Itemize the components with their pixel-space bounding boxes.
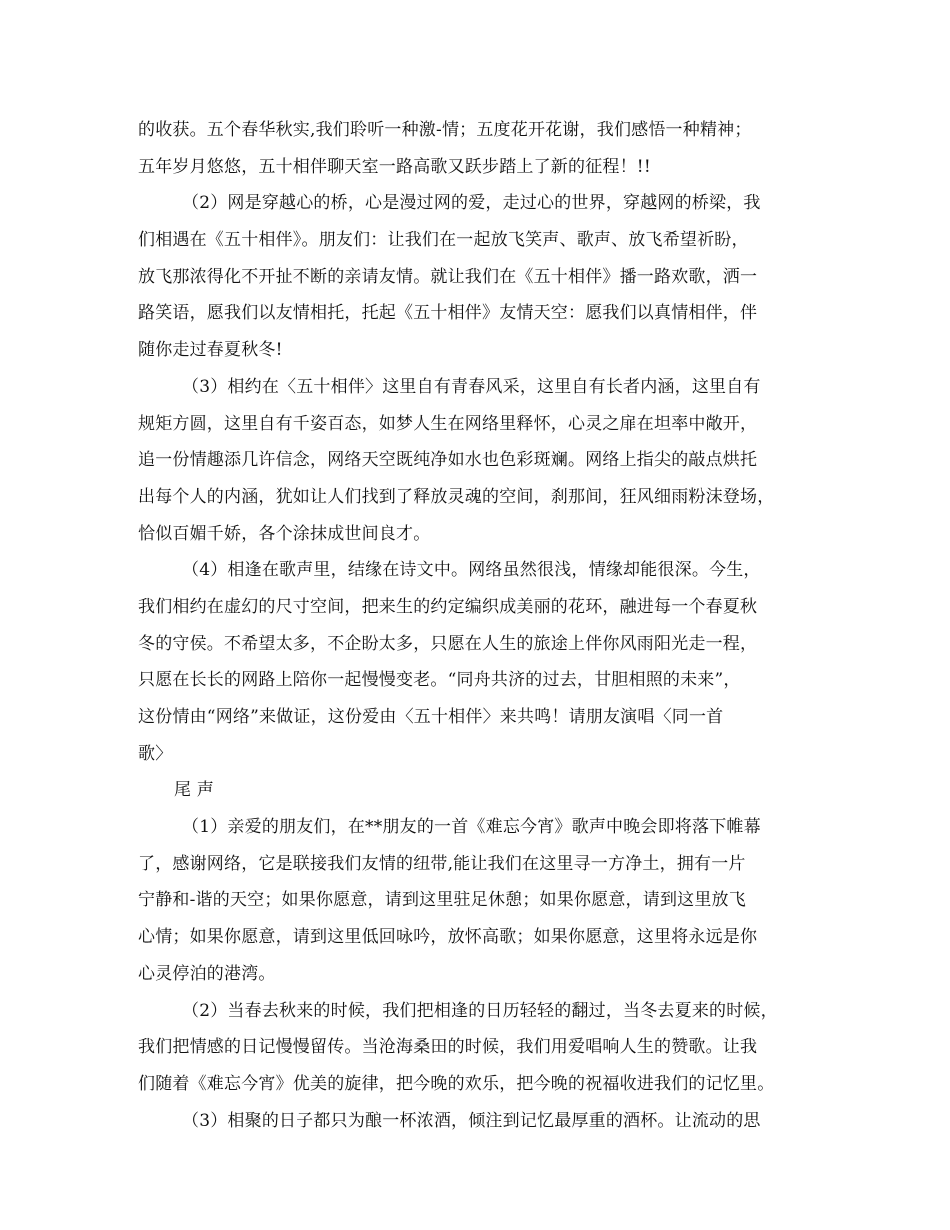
section-heading: 尾 声 — [174, 780, 215, 801]
paragraph-start-line: （3）相聚的日子都只为酿一杯浓酒，倾注到记忆最厚重的酒杯。让流动的思 — [182, 1110, 761, 1131]
text-line: 我们相约在虚幻的尺寸空间，把来生的约定编织成美丽的花环，融进每一个春夏秋 — [138, 596, 758, 617]
document-page — [138, 112, 814, 1139]
text-line: 五年岁月悠悠，五十相伴聊天室一路高歌又跃步踏上了新的征程！!! — [138, 156, 651, 177]
text-line: 的收获。五个春华秋实,我们聆听一种激-情；五度花开花谢，我们感悟一种精神； — [138, 120, 752, 140]
text-line: 恰似百媚千娇，各个涂抹成世间良才。 — [138, 523, 431, 544]
text-line: 路笑语，愿我们以友情相托，托起《五十相伴》友情天空：愿我们以真情相伴，伴 — [138, 303, 758, 324]
text-line: 们随着《难忘今宵》优美的旋律，把今晚的欢乐，把今晚的祝福收进我们的记忆里。 — [138, 1073, 775, 1094]
paragraph-start-line: （2）网是穿越心的桥，心是漫过网的爱，走过心的世界，穿越网的桥梁，我 — [182, 193, 761, 214]
text-line: 放飞那浓得化不开扯不断的亲请友情。就让我们在《五十相伴》播一路欢歌，洒一 — [138, 266, 758, 287]
text-line: 心情；如果你愿意，请到这里低回咏吟，放怀高歌；如果你愿意，这里将永远是你 — [138, 927, 758, 948]
paragraph-start-line: （3）相约在〈五十相伴〉这里自有青春风采，这里自有长者内涵，这里自有 — [182, 376, 761, 397]
text-line: 随你走过春夏秋冬! — [138, 340, 283, 361]
paragraph-start-line: （2）当春去秋来的时候，我们把相逢的日历轻轻的翻过，当冬去夏来的时候， — [182, 1000, 778, 1021]
text-line: 追一份情趣添几许信念，网络天空既纯净如水也色彩斑斓。网络上指尖的敲点烘托 — [138, 450, 758, 471]
text-line: 我们把情感的日记慢慢留传。当沧海桑田的时候，我们用爱唱响人生的赞歌。让我 — [138, 1037, 758, 1058]
text-line: 宁静和-谐的天空；如果你愿意，请到这里驻足休憩；如果你愿意，请到这里放飞 — [138, 890, 746, 911]
text-line: 心灵停泊的港湾。 — [138, 963, 276, 984]
paragraph-start-line: （1）亲爱的朋友们，在**朋友的一首《难忘今宵》歌声中晚会即将落下帷幕 — [182, 817, 761, 838]
text-line: 这份情由“网络”来做证，这份爱由〈五十相伴〉来共鸣！请朋友演唱〈同一首 — [138, 707, 724, 727]
text-line: 规矩方圆，这里自有千姿百态，如梦人生在网络里释怀，心灵之扉在坦率中敞开， — [138, 413, 758, 434]
text-line: 歌〉 — [138, 743, 173, 764]
text-line: 们相遇在《五十相伴》。朋友们：让我们在一起放飞笑声、歌声、放飞希望祈盼， — [138, 230, 749, 251]
text-line: 了，感谢网络，它是联接我们友情的纽带,能让我们在这里寻一方净土，拥有一片 — [138, 853, 746, 874]
paragraph-start-line: （4）相逢在歌声里，结缘在诗文中。网络虽然很浅，情缘却能很深。今生， — [182, 560, 761, 581]
text-line: 出每个人的内涵，犹如让人们找到了释放灵魂的空间，刹那间，狂风细雨粉沫登场， — [138, 486, 775, 507]
text-line: 冬的守侯。不希望太多，不企盼太多，只愿在人生的旅途上伴你风雨阳光走一程， — [138, 633, 758, 654]
text-line: 只愿在长长的网路上陪你一起慢慢变老。“同舟共济的过去，甘胆相照的未来”， — [138, 670, 741, 691]
